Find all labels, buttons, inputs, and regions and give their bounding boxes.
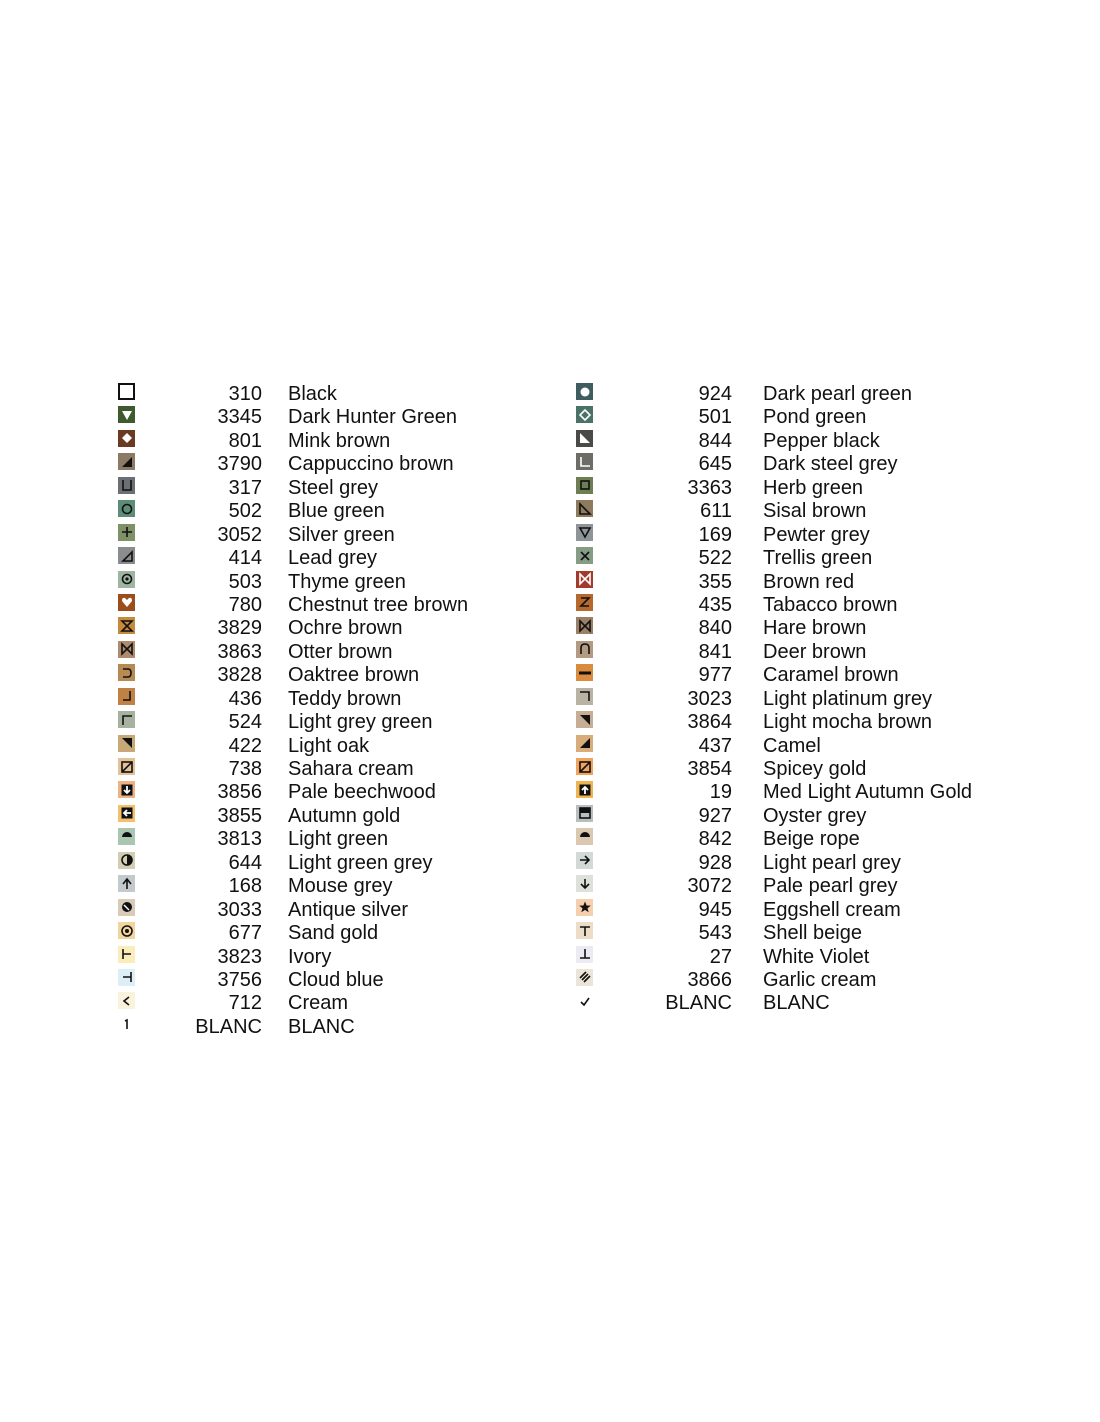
floss-code: 842	[698, 828, 732, 851]
color-name: Dark pearl green	[763, 383, 912, 405]
color-name: Sisal brown	[763, 500, 867, 523]
floss-code: 524	[228, 711, 262, 734]
floss-code: 522	[698, 547, 732, 570]
color-name: Pepper black	[763, 429, 880, 452]
right-arrow-icon	[576, 852, 593, 869]
floss-code: 840	[698, 617, 732, 640]
color-name: Pale pearl grey	[763, 875, 898, 898]
half-diagonal-icon	[576, 711, 593, 728]
color-name: Autumn gold	[288, 804, 401, 827]
floss-code: 3023	[687, 687, 732, 710]
color-name: Light pearl grey	[763, 851, 901, 874]
color-name: Light green grey	[288, 851, 433, 874]
color-name: Antique silver	[288, 898, 409, 921]
hatch-icon	[576, 969, 593, 986]
color-name: White Violet	[763, 945, 870, 968]
t-right-icon	[118, 946, 135, 963]
color-name: BLANC	[288, 1015, 355, 1038]
floss-code: 3823	[217, 945, 262, 968]
color-name: Camel	[763, 734, 821, 757]
color-name: Hare brown	[763, 617, 867, 640]
one-icon	[118, 1016, 135, 1033]
color-name: Oyster grey	[763, 804, 867, 827]
hourglass-icon	[118, 617, 135, 634]
floss-code: BLANC	[665, 992, 732, 1015]
color-name: Dark steel grey	[763, 453, 898, 476]
star-circle-icon	[118, 922, 135, 939]
floss-code: 780	[228, 593, 262, 616]
circle-outline-icon	[118, 500, 135, 517]
floss-code: 414	[228, 547, 262, 570]
color-name: Spicey gold	[763, 758, 867, 780]
floss-code: 437	[698, 734, 732, 757]
corner-l-icon	[118, 711, 135, 728]
color-name: Med Light Autumn Gold	[763, 781, 973, 804]
floss-code: 3033	[217, 898, 262, 921]
color-name: Blue green	[288, 500, 385, 523]
color-name: Mink brown	[288, 429, 391, 452]
floss-code: 3072	[687, 875, 732, 898]
floss-code: 355	[698, 570, 732, 593]
floss-code: 645	[698, 453, 732, 476]
floss-code: 928	[698, 851, 732, 874]
corner-triangle-icon	[118, 547, 135, 564]
heart-icon	[118, 594, 135, 611]
cup-icon	[118, 477, 135, 494]
floss-code: 927	[698, 804, 732, 827]
half-circle-icon	[576, 828, 593, 845]
color-name: Light platinum grey	[763, 687, 932, 710]
floss-code: 3866	[687, 968, 732, 991]
color-name: Garlic cream	[763, 968, 877, 991]
floss-code: 3345	[217, 406, 262, 429]
floss-code: 436	[228, 687, 262, 710]
floss-code: 3828	[217, 664, 262, 687]
floss-code: 501	[698, 406, 732, 429]
floss-code: 3790	[217, 453, 262, 476]
color-name: Pewter grey	[763, 523, 870, 546]
color-name: Dark Hunter Green	[288, 406, 457, 429]
triangle-down-icon	[118, 406, 135, 423]
inverted-t-icon	[576, 946, 593, 963]
color-name: Teddy brown	[288, 687, 402, 710]
color-name: Brown red	[763, 570, 855, 593]
slash-box-icon	[118, 758, 135, 775]
diamond-icon	[118, 430, 135, 447]
color-name: Steel grey	[288, 476, 379, 499]
floss-code: 945	[698, 898, 732, 921]
chevron-left-icon	[118, 992, 135, 1009]
floss-code: 712	[228, 992, 262, 1015]
floss-code: 644	[228, 851, 262, 874]
floss-code: 168	[228, 875, 262, 898]
color-name: Black	[288, 383, 337, 405]
arch-icon	[576, 641, 593, 658]
check-icon	[576, 992, 593, 1009]
bowtie-icon	[576, 617, 593, 634]
corner-top-icon	[576, 688, 593, 705]
floss-code: 503	[228, 570, 262, 593]
color-name: BLANC	[763, 992, 830, 1015]
floss-code: 502	[228, 500, 262, 523]
color-name: Trellis green	[763, 547, 873, 570]
color-name: Pale beechwood	[288, 781, 436, 804]
slash-box-icon	[576, 758, 593, 775]
color-name: Beige rope	[763, 828, 860, 851]
floss-code: 977	[698, 664, 732, 687]
floss-code: 3863	[217, 640, 262, 663]
bar-icon	[576, 664, 593, 681]
color-name: Eggshell cream	[763, 898, 901, 921]
color-name: Deer brown	[763, 640, 867, 663]
half-diagonal-icon	[118, 735, 135, 752]
half-box-icon	[576, 805, 593, 822]
bowtie-icon	[576, 571, 593, 588]
t-left-icon	[118, 969, 135, 986]
floss-code: 3756	[217, 968, 262, 991]
floss-code: 19	[709, 781, 732, 804]
color-name: Otter brown	[288, 640, 393, 663]
color-name: Cappuccino brown	[288, 453, 454, 476]
floss-code: BLANC	[195, 1015, 262, 1038]
diamond-outline-icon	[576, 406, 593, 423]
color-name: Light mocha brown	[763, 711, 932, 734]
floss-code: 3856	[217, 781, 262, 804]
half-moon-icon	[118, 852, 135, 869]
floss-code: 738	[228, 758, 262, 780]
floss-code: 169	[698, 523, 732, 546]
x-icon	[576, 547, 593, 564]
z-icon	[576, 594, 593, 611]
color-name: Lead grey	[288, 547, 377, 570]
square-outline-icon	[118, 383, 135, 400]
floss-code: 435	[698, 593, 732, 616]
down-arrow-box-icon	[118, 781, 135, 798]
down-arrow-icon	[576, 875, 593, 892]
ball-icon	[118, 899, 135, 916]
color-name: Ivory	[288, 945, 332, 968]
color-name: Sahara cream	[288, 758, 414, 780]
floss-code: 3363	[687, 476, 732, 499]
color-name: Cream	[288, 992, 349, 1015]
floss-code: 611	[700, 500, 732, 523]
target-icon	[118, 571, 135, 588]
color-name: Thyme green	[288, 570, 406, 593]
color-name: Tabacco brown	[763, 593, 898, 616]
corner-bracket-icon	[118, 688, 135, 705]
color-name: Oaktree brown	[288, 664, 420, 687]
floss-code: 924	[698, 383, 732, 405]
floss-code: 844	[698, 429, 732, 452]
color-name: Sand gold	[288, 922, 379, 945]
half-circle-icon	[118, 828, 135, 845]
half-triangle-icon	[118, 453, 135, 470]
floss-code: 422	[228, 734, 262, 757]
color-name: Shell beige	[763, 922, 862, 945]
floss-code: 841	[698, 640, 732, 663]
star-icon	[576, 899, 593, 916]
color-name: Herb green	[763, 476, 864, 499]
l-shape-icon	[576, 453, 593, 470]
floss-code: 3854	[687, 758, 732, 780]
reverse-c-icon	[118, 664, 135, 681]
color-name: Mouse grey	[288, 875, 393, 898]
color-name: Chestnut tree brown	[288, 593, 469, 616]
floss-code: 3052	[217, 523, 262, 546]
half-triangle-icon	[576, 735, 593, 752]
color-name: Caramel brown	[763, 664, 899, 687]
left-arrow-box-icon	[118, 805, 135, 822]
inner-square-icon	[576, 477, 593, 494]
floss-code: 317	[228, 476, 262, 499]
floss-code: 3864	[687, 711, 732, 734]
up-arrow-icon	[118, 875, 135, 892]
bowtie-icon	[118, 641, 135, 658]
color-name: Light green	[288, 828, 389, 851]
floss-code: 310	[228, 383, 262, 405]
floss-code: 3813	[217, 828, 262, 851]
color-name: Silver green	[288, 523, 395, 546]
color-name: Cloud blue	[288, 968, 384, 991]
floss-code: 3829	[217, 617, 262, 640]
floss-code: 27	[709, 945, 732, 968]
color-name: Light oak	[288, 734, 370, 757]
color-name: Pond green	[763, 406, 867, 429]
t-icon	[576, 922, 593, 939]
floss-code: 801	[228, 429, 262, 452]
plus-icon	[118, 524, 135, 541]
dot-circle-icon	[576, 383, 593, 400]
floss-code: 543	[698, 922, 732, 945]
color-name: Light grey green	[288, 711, 433, 734]
triangle-down-outline-icon	[576, 524, 593, 541]
up-arrow-box-icon	[576, 781, 593, 798]
triangle-outline-icon	[576, 500, 593, 517]
color-name: Ochre brown	[288, 617, 403, 640]
floss-code: 3855	[217, 804, 262, 827]
diagonal-triangle-icon	[576, 430, 593, 447]
floss-code: 677	[228, 922, 262, 945]
